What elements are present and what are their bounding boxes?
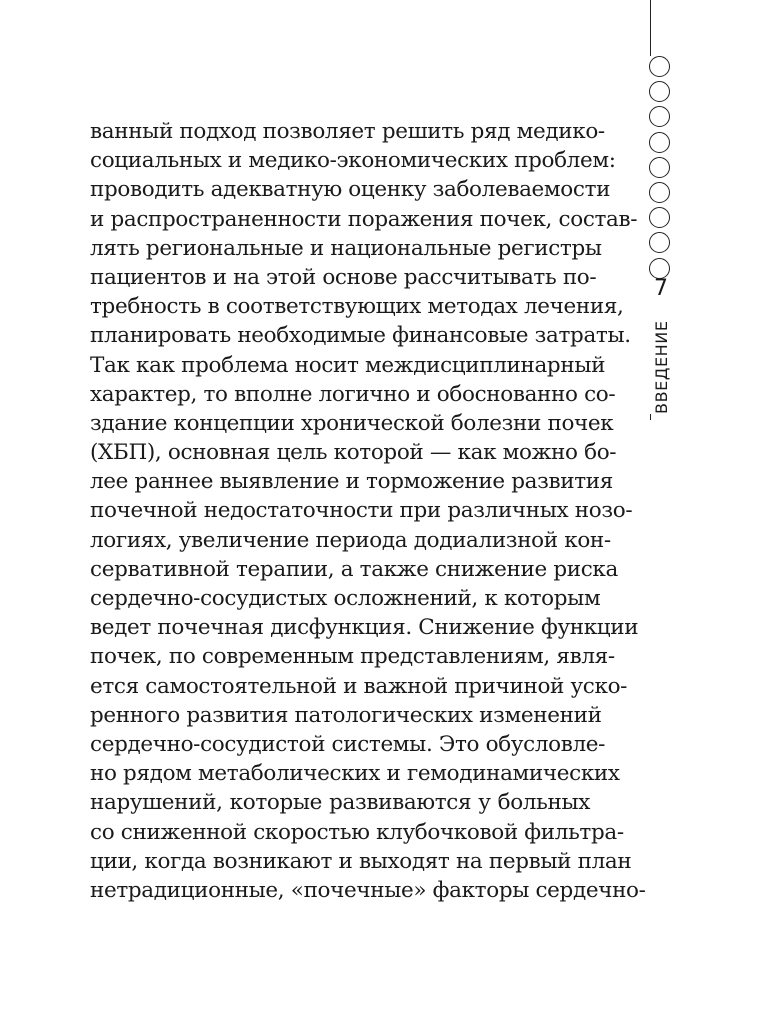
text-line: характер, то вполне логично и обоснованно со- [90,381,616,407]
text-line: требность в соответствующих методах лечения, [90,294,624,320]
section-rule [650,414,651,420]
text-line: планировать необходимые финансовые затраты. [90,323,631,349]
text-line: ванный подход позволяет решить ряд медико- [90,119,605,144]
text-line: сердечно-сосудистой системы. Это обусловле- [90,731,606,757]
text-line: нетрадиционные, «почечные» факторы сердечно- [90,877,646,903]
marker-circle [649,182,670,203]
text-line: нарушений, которые развиваются у больных [90,790,590,816]
text-line: логиях, увеличение периода додиализной кон- [90,527,611,553]
text-line: лее раннее выявление и торможение развития [90,469,613,495]
text-line: Так как проблема носит междисциплинарный [90,352,606,378]
text-line: лять региональные и национальные регистры [90,235,602,261]
section-marker-circles [648,56,678,283]
text-line: почечной недостаточности при различных нозо- [90,498,633,524]
text-line: сердечно-сосудистых осложнений, к которым [90,586,601,611]
text-line: ренного развития патологических изменений [90,702,602,728]
page-number: 7 [654,276,668,301]
text-line: проводить адекватную оценку заболеваемости [90,177,611,203]
text-line: ется самостоятельной и важной причиной уско- [90,673,628,699]
text-line: и распространенности поражения почек, состав- [90,206,638,232]
running-section-title: ВВЕДЕНИЕ [652,320,671,414]
text-line: со сниженной скоростью клубочковой фильтра- [90,819,624,845]
text-line: но рядом метаболических и гемодинамических [90,761,620,787]
marker-circle [649,56,670,77]
text-line: пациентов и на этой основе рассчитывать по- [90,264,597,290]
marker-circle [649,132,670,153]
text-line: ведет почечная дисфункция. Снижение функции [90,615,639,641]
body-text [90,117,646,905]
text-line: здание концепции хронической болезни почек [90,410,614,436]
text-line: сервативной терапии, а также снижение риска [90,556,618,582]
marker-circle [649,81,670,102]
text-line: ции, когда возникают и выходят на первый план [90,848,632,874]
marker-circle [649,232,670,253]
marker-circle [649,207,670,228]
text-line: (ХБП), основная цель которой — как можно бо- [90,440,617,466]
marker-circle [649,106,670,127]
marker-circle [649,157,670,178]
margin-rule-top [650,0,651,56]
text-line: почек, по современным представлениям, явля- [90,644,615,670]
text-line: социальных и медико-экономических проблем: [90,148,616,174]
